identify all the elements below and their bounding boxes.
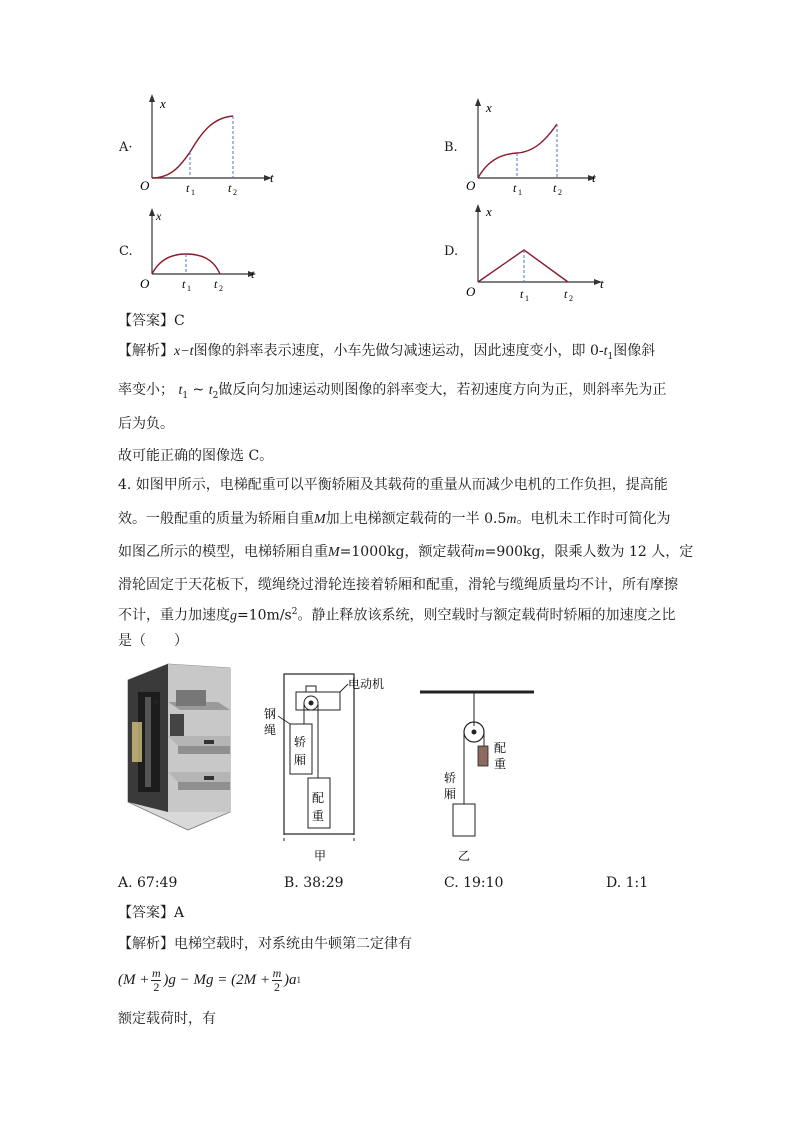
svg-text:x: x bbox=[486, 100, 492, 115]
svg-text:t: t bbox=[564, 287, 568, 301]
svg-text:t: t bbox=[270, 170, 274, 185]
svg-text:t: t bbox=[251, 267, 255, 281]
svg-text:重: 重 bbox=[312, 809, 325, 823]
svg-text:1: 1 bbox=[525, 294, 529, 302]
svg-text:t: t bbox=[520, 287, 524, 301]
svg-text:钢: 钢 bbox=[264, 707, 277, 721]
option-c-label: C. bbox=[119, 244, 133, 259]
svg-text:1: 1 bbox=[518, 188, 522, 197]
q4-formula: (M + $\frac{m}{2}$ )g − Mg = (2M + $\frac{m}{2}$ )a 1 bbox=[118, 965, 301, 994]
graph-c bbox=[138, 206, 268, 298]
svg-text:t: t bbox=[214, 277, 218, 291]
svg-text:t: t bbox=[553, 181, 557, 195]
option-a-label: A· bbox=[119, 140, 133, 155]
q4-after: 额定载荷时，有 bbox=[118, 1011, 216, 1027]
graph-b bbox=[464, 96, 614, 202]
q4-option-b[interactable]: B. 38:29 bbox=[284, 875, 344, 891]
q4-answer: 【答案】A bbox=[118, 905, 185, 921]
svg-text:2: 2 bbox=[569, 294, 573, 302]
svg-text:2: 2 bbox=[233, 188, 237, 197]
q4-line1: 4. 如图甲所示，电梯配重可以平衡轿厢及其载荷的重量从而减少电机的工作负担，提高能 bbox=[118, 477, 668, 493]
svg-text:t: t bbox=[182, 277, 186, 291]
q4-line2: 效。一般配重的质量为轿厢自重M加上电梯额定载荷的一半 0.5m。电机未工作时可简化为 bbox=[118, 511, 671, 527]
svg-text:O: O bbox=[140, 276, 150, 291]
graph-d bbox=[464, 202, 614, 302]
svg-text:x: x bbox=[486, 204, 492, 219]
svg-text:重: 重 bbox=[494, 757, 507, 771]
svg-text:x: x bbox=[156, 209, 162, 223]
q3-conclusion: 故可能正确的图像选 C。 bbox=[118, 448, 274, 464]
svg-text:O: O bbox=[466, 284, 476, 299]
svg-text:O: O bbox=[140, 178, 150, 193]
q3-analysis-line2: 率变小； $t_1$ ~ $t_2$做反向匀加速运动则图像的斜率变大，若初速度方向为正，则斜率先为正 bbox=[118, 382, 667, 401]
svg-text:2: 2 bbox=[558, 188, 562, 197]
q4-line4: 滑轮固定于天花板下，缆绳绕过滑轮连接着轿厢和配重，滑轮与缆绳质量均不计，所有摩擦 bbox=[118, 577, 678, 593]
q4-line5: 不计，重力加速度$g=10m/s^2$。静止释放该系统，则空载时与额定载荷时轿厢的加速度之比 bbox=[118, 607, 676, 624]
svg-text:厢: 厢 bbox=[294, 753, 307, 767]
svg-text:O: O bbox=[466, 178, 476, 193]
q4-line6: 是（ ） bbox=[118, 633, 188, 649]
q4-option-a[interactable]: A. 67:49 bbox=[118, 875, 178, 891]
svg-text:x: x bbox=[160, 96, 166, 111]
svg-text:乙: 乙 bbox=[458, 849, 471, 863]
svg-text:绳: 绳 bbox=[264, 723, 277, 737]
q3-analysis-line1: 【解析】x−t图像的斜率表示速度，小车先做匀减速运动，因此速度变小，即 $0-t_1$图像斜 bbox=[118, 343, 656, 362]
q4-analysis: 【解析】电梯空载时，对系统由牛顿第二定律有 bbox=[118, 936, 412, 952]
svg-text:2: 2 bbox=[219, 284, 223, 293]
q4-option-d[interactable]: D. 1:1 bbox=[606, 875, 649, 891]
svg-text:1: 1 bbox=[191, 188, 195, 197]
svg-text:电动机: 电动机 bbox=[348, 677, 385, 691]
svg-text:t: t bbox=[600, 276, 604, 291]
svg-text:厢: 厢 bbox=[444, 787, 457, 801]
svg-text:t: t bbox=[513, 181, 517, 195]
svg-text:轿: 轿 bbox=[294, 735, 307, 749]
graph-d-line bbox=[478, 250, 568, 282]
svg-text:配: 配 bbox=[312, 791, 325, 805]
q3-analysis-line3: 后为负。 bbox=[118, 416, 174, 432]
graph-a-curve bbox=[152, 116, 233, 178]
svg-text:1: 1 bbox=[187, 284, 191, 293]
svg-text:配: 配 bbox=[494, 741, 507, 755]
graph-a bbox=[138, 92, 288, 202]
option-d-label: D. bbox=[444, 244, 459, 259]
figure-yi bbox=[418, 684, 538, 864]
q4-line3: 如图乙所示的模型，电梯轿厢自重M=1000kg，额定载荷m=900kg，限乘人数为 12 人，定 bbox=[118, 544, 694, 560]
figure-jia bbox=[256, 666, 396, 866]
svg-text:轿: 轿 bbox=[444, 771, 457, 785]
q4-option-c[interactable]: C. 19:10 bbox=[444, 875, 504, 891]
svg-text:t: t bbox=[592, 170, 596, 185]
option-b-label: B. bbox=[444, 140, 458, 155]
svg-text:甲: 甲 bbox=[314, 849, 327, 863]
svg-text:t: t bbox=[228, 181, 232, 195]
svg-text:t: t bbox=[186, 181, 190, 195]
elevator-illustration bbox=[118, 662, 238, 832]
q3-answer: 【答案】C bbox=[118, 313, 185, 329]
